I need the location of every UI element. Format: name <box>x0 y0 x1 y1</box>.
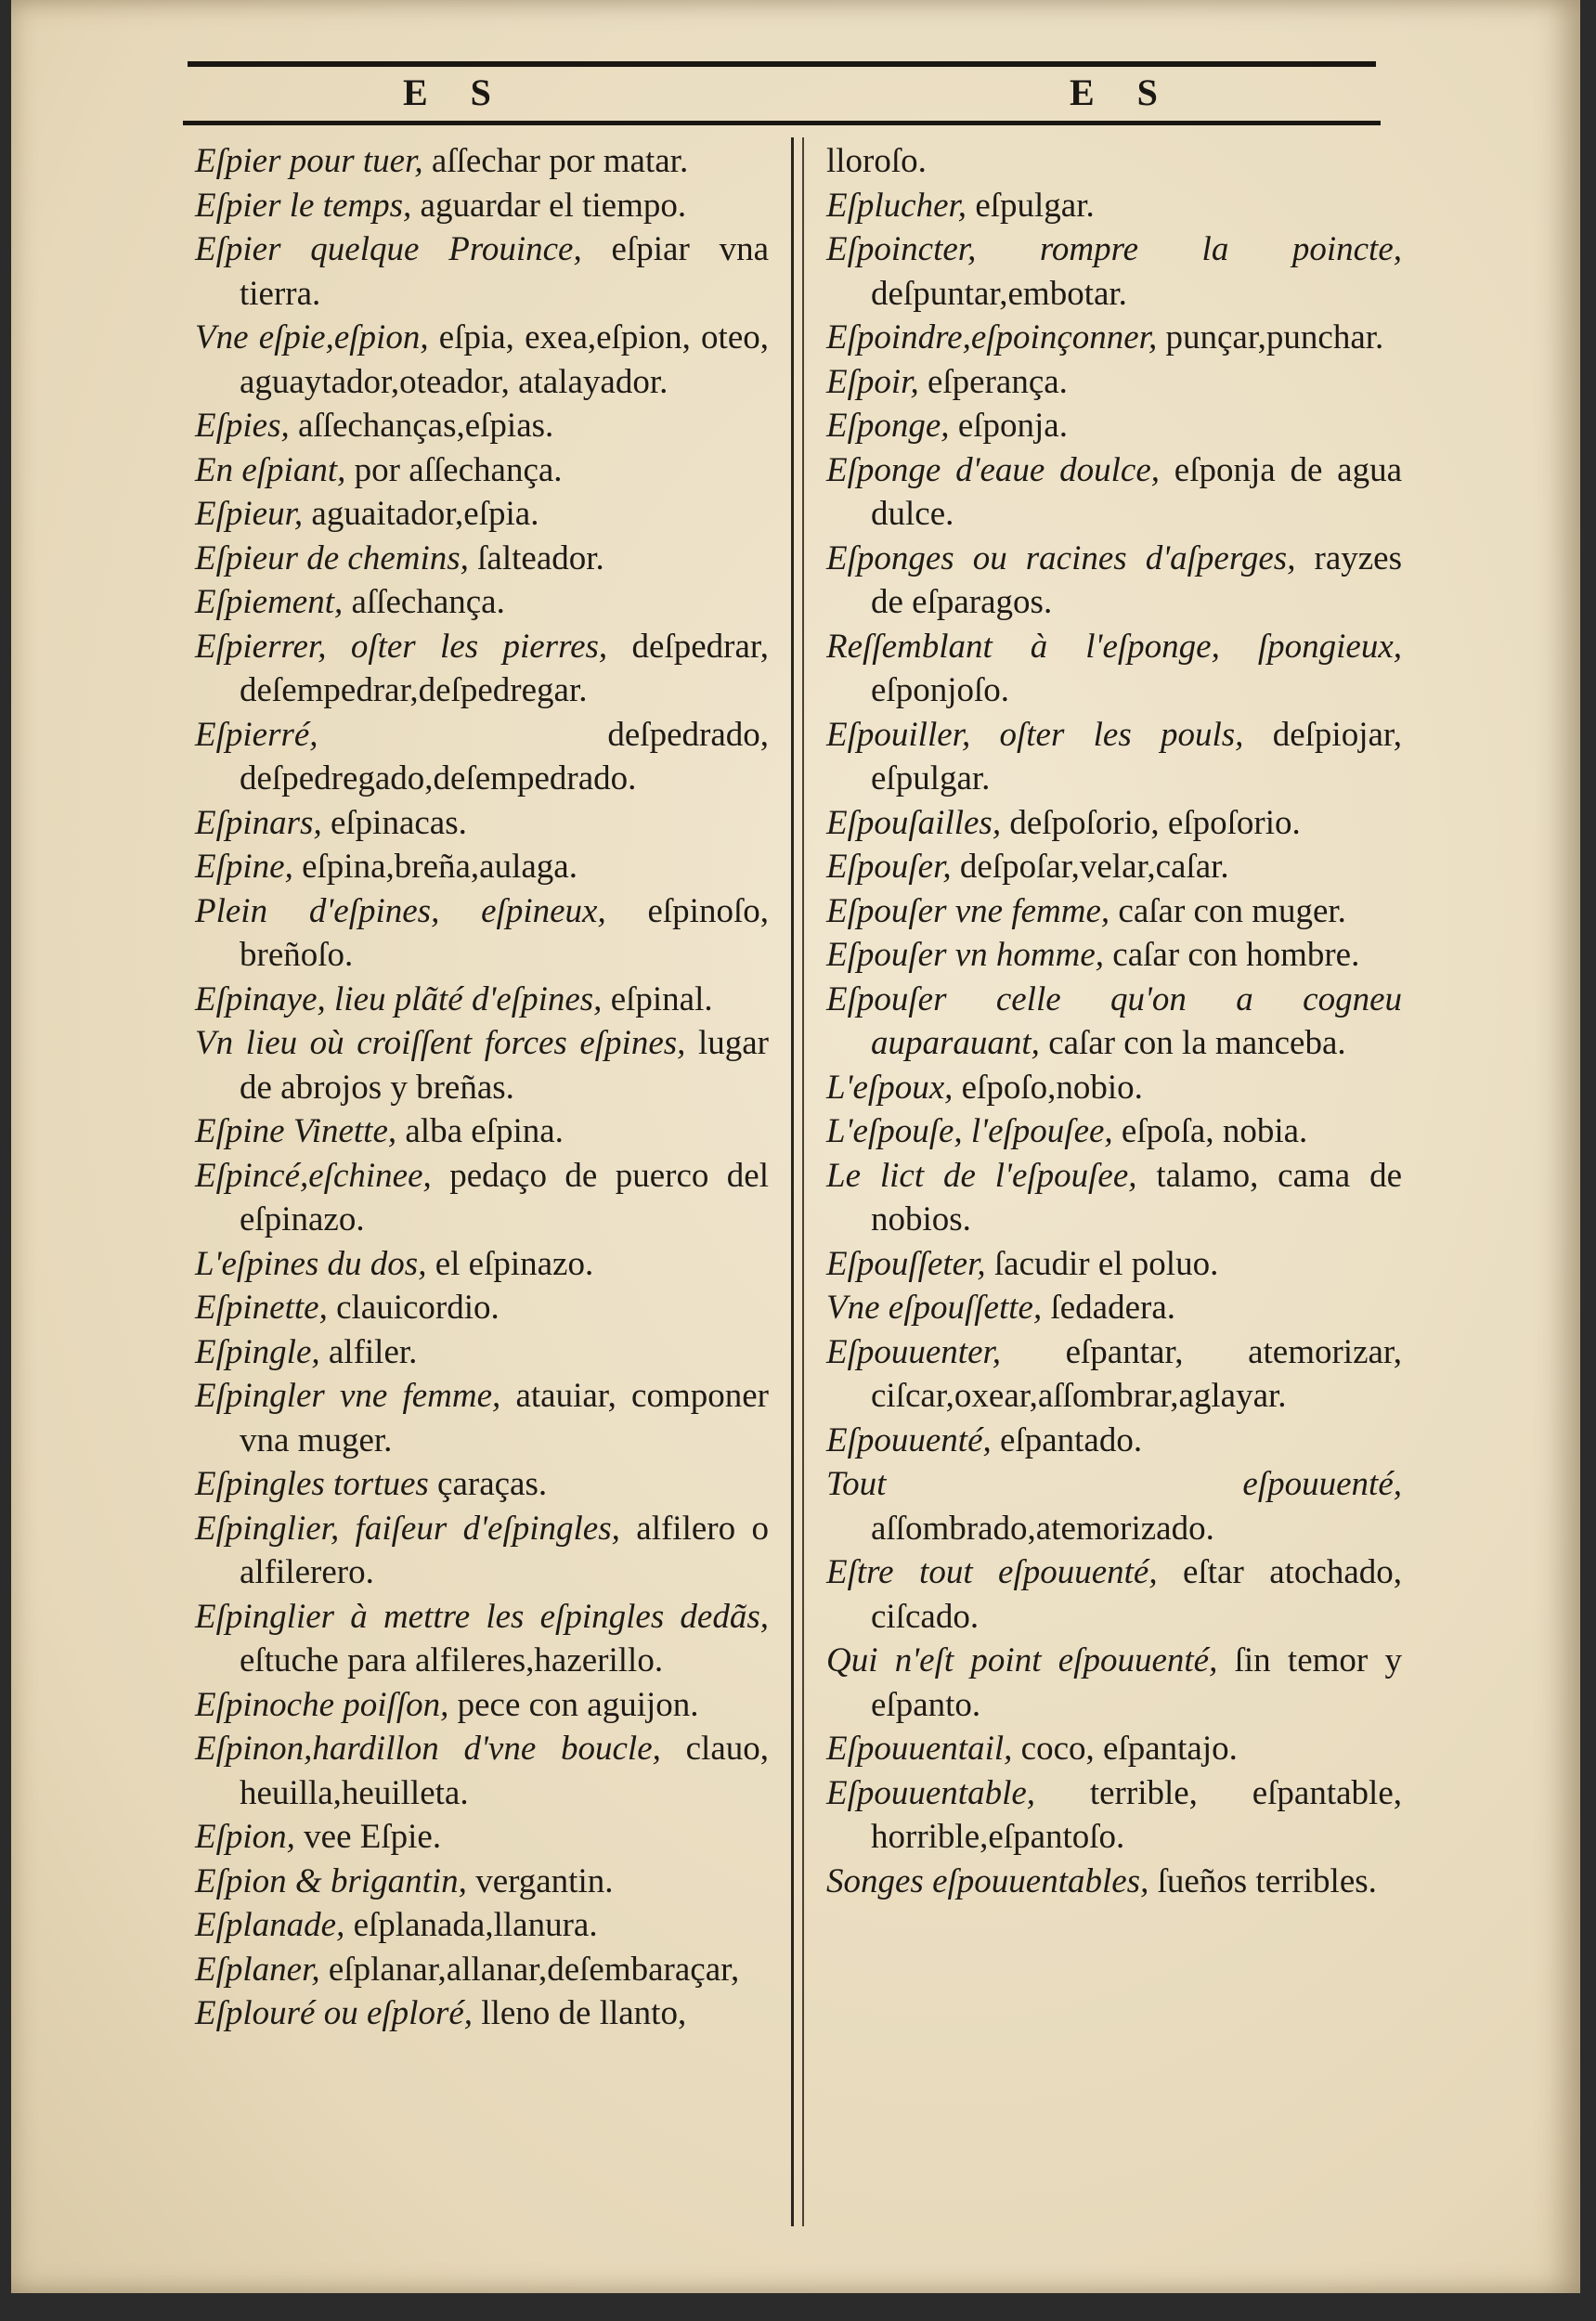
entry-headword: Eſpingles tortues <box>195 1465 429 1503</box>
dictionary-entry <box>195 492 769 537</box>
entry-definition: eſpina,breña,aulaga. <box>302 848 577 886</box>
entry-definition: ſedadera. <box>1050 1289 1175 1327</box>
header-left: E S <box>403 71 508 113</box>
entry-definition: terrible, eſpantable, horrible,eſpantoſo. <box>871 1773 1402 1856</box>
header-rule <box>183 121 1381 125</box>
entry-headword: Eſpouuentable, <box>826 1773 1036 1812</box>
dictionary-entry <box>826 1286 1402 1330</box>
entry-headword: Eſpouſailles, <box>826 803 1002 842</box>
dictionary-entry <box>195 1860 769 1904</box>
book-page <box>11 0 1580 2293</box>
dictionary-entry <box>826 625 1402 713</box>
entry-definition: por aſſechança. <box>354 450 563 489</box>
entry-headword: Vn lieu où croiſſent forces eſpines, <box>195 1024 686 1062</box>
entry-headword: Eſpoincter, rompre la poincte, <box>826 230 1402 268</box>
entry-definition: eſpulgar. <box>975 186 1095 225</box>
entry-headword: Eſpouſer celle qu'on a cogneu auparauant, <box>826 979 1402 1062</box>
entry-definition: eſpoſa, nobia. <box>1121 1112 1308 1150</box>
entry-definition: lugar de abrojos y breñas. <box>240 1024 769 1107</box>
entry-headword: Eſpinaye, lieu plãté d'eſpines, <box>195 979 603 1018</box>
entry-headword: Eſpion, <box>195 1818 295 1856</box>
dictionary-entry <box>195 227 769 316</box>
entry-definition: pece con aguijon. <box>457 1685 699 1724</box>
entry-definition: çaraças. <box>437 1465 548 1503</box>
dictionary-entry <box>826 360 1402 405</box>
entry-headword: Eſpoindre,eſpoinçonner, <box>826 318 1158 357</box>
dictionary-entry <box>826 1066 1402 1110</box>
entry-headword: Le lict de l'eſpouſee, <box>826 1156 1137 1195</box>
entry-definition: eſpantar, atemorizar, ciſcar,oxear,aſſombrar,aglayar. <box>871 1332 1403 1415</box>
entry-headword: Eſponge d'eaue doulce, <box>826 450 1160 489</box>
dictionary-entry <box>195 184 769 228</box>
entry-definition: eſpinoſo, breñoſo. <box>240 891 769 974</box>
entry-definition: alfilero o alfilerero. <box>240 1509 769 1591</box>
entry-headword: Eſpierré, <box>195 715 318 754</box>
entry-definition: ſacudir el poluo. <box>993 1244 1219 1283</box>
dictionary-entry <box>195 537 769 581</box>
dictionary-entry <box>826 1462 1402 1550</box>
entry-headword: Eſpouuenté, <box>826 1420 992 1459</box>
entry-headword: Eſpiement, <box>195 583 344 621</box>
entry-headword: Eſpieur de chemins, <box>195 538 469 577</box>
entry-headword: Eſpouiller, oſter les pouls, <box>826 715 1244 754</box>
entry-definition: eſpinal. <box>610 979 713 1018</box>
entry-definition: lloroſo. <box>826 142 927 180</box>
entry-headword: Eſpine Vinette, <box>195 1112 397 1150</box>
entry-headword: Eſpinette, <box>195 1289 328 1327</box>
entry-headword: Eſplouré ou eſploré, <box>195 1994 474 2032</box>
entry-headword: Reſſemblant à l'eſponge, ſpongieux, <box>826 627 1402 666</box>
entry-definition: punçar,punchar. <box>1165 318 1384 357</box>
dictionary-entry <box>195 1815 769 1860</box>
entry-headword: En eſpiant, <box>195 450 346 489</box>
entry-definition: alba eſpina. <box>405 1112 564 1150</box>
entry-headword: Eſplanade, <box>195 1906 345 1944</box>
dictionary-entry <box>195 845 769 889</box>
dictionary-entry <box>826 1109 1402 1154</box>
entry-headword: L'eſpines du dos, <box>195 1244 427 1283</box>
entry-definition: atauiar, componer vna muger. <box>240 1377 770 1459</box>
dictionary-entry <box>826 1860 1402 1904</box>
entry-headword: Qui n'eſt point eſpouuenté, <box>826 1641 1218 1679</box>
dictionary-entry <box>826 978 1402 1066</box>
entry-headword: Eſpinars, <box>195 803 322 842</box>
entry-headword: Eſpingle, <box>195 1332 320 1371</box>
entry-headword: Eſpine, <box>195 848 293 886</box>
entry-headword: Eſpierrer, oſter les pierres, <box>195 627 608 666</box>
entry-definition: aſſechanças,eſpias. <box>297 407 554 445</box>
entry-headword: Eſplaner, <box>195 1950 320 1989</box>
dictionary-entry <box>195 1154 769 1242</box>
entry-definition: vee Eſpie. <box>304 1818 442 1856</box>
dictionary-entry <box>826 1771 1402 1860</box>
dictionary-entry <box>826 227 1402 316</box>
running-header <box>188 61 1376 123</box>
entry-definition: ſalteador. <box>477 538 604 577</box>
entry-headword: Eſpinoche poiſſon, <box>195 1685 449 1724</box>
dictionary-entry <box>195 1507 769 1595</box>
dictionary-entry <box>826 404 1402 448</box>
entry-definition: aſſechar por matar. <box>431 142 689 180</box>
entry-definition: eſponjoſo. <box>871 671 1010 709</box>
entry-headword: Eſpingler vne femme, <box>195 1377 501 1415</box>
right-column <box>826 139 1402 2275</box>
entry-definition: caſar con la manceba. <box>1048 1024 1346 1062</box>
entry-definition: eſpiar vna tierra. <box>240 230 770 313</box>
entry-headword: L'eſpouſe, l'eſpouſee, <box>826 1112 1113 1150</box>
entry-definition: ſueños terribles. <box>1157 1861 1377 1900</box>
dictionary-entry <box>195 1462 769 1507</box>
dictionary-entry <box>195 448 769 493</box>
dictionary-entry <box>195 580 769 625</box>
dictionary-entry <box>195 404 769 448</box>
entry-headword: Eſpinglier à mettre les eſpingles dedãs, <box>195 1597 769 1636</box>
dictionary-entry <box>195 1242 769 1287</box>
entry-definition: caſar con hombre. <box>1112 936 1360 974</box>
dictionary-entry <box>195 1727 769 1815</box>
dictionary-entry <box>826 448 1402 537</box>
entry-headword: Eſpouuentail, <box>826 1730 1013 1768</box>
entry-definition: eſtar atochado, ciſcado. <box>871 1553 1402 1636</box>
entry-definition: deſpoſar,velar,caſar. <box>959 848 1229 886</box>
entry-headword: Eſpion & brigantin, <box>195 1861 467 1900</box>
entry-headword: Eſtre tout eſpouuenté, <box>826 1553 1158 1591</box>
dictionary-entry <box>826 801 1402 846</box>
entry-definition: eſponja. <box>957 407 1068 445</box>
dictionary-entry <box>195 139 769 184</box>
dictionary-entry <box>195 889 769 978</box>
dictionary-entry <box>826 316 1402 360</box>
header-right: E S <box>1070 71 1174 113</box>
entry-definition: aſſechança. <box>351 583 505 621</box>
entry-headword: Eſponges ou racines d'aſperges, <box>826 538 1296 577</box>
entry-headword: Eſplucher, <box>826 186 967 225</box>
dictionary-entry <box>826 713 1402 801</box>
dictionary-entry <box>195 978 769 1022</box>
entry-definition: eſpantado. <box>1000 1420 1143 1459</box>
dictionary-entry <box>826 889 1402 934</box>
dictionary-entry <box>826 933 1402 978</box>
entry-headword: Eſpouſſeter, <box>826 1244 986 1283</box>
dictionary-entry <box>826 845 1402 889</box>
entry-headword: Tout eſpouuenté, <box>826 1465 1402 1503</box>
entry-headword: Eſpinglier, faiſeur d'eſpingles, <box>195 1509 620 1548</box>
entry-headword: Eſpoir, <box>826 362 919 401</box>
dictionary-entry <box>826 1242 1402 1287</box>
column-divider <box>791 137 794 2226</box>
dictionary-entry <box>195 801 769 846</box>
dictionary-entry <box>195 1595 769 1683</box>
dictionary-entry <box>826 1727 1402 1771</box>
dictionary-entry <box>826 1550 1402 1639</box>
entry-definition: deſpedrar, deſempedrar,deſpedregar. <box>240 627 769 709</box>
entry-headword: Eſpier le temps, <box>195 186 412 225</box>
entry-definition: eſpinacas. <box>330 803 467 842</box>
entry-headword: Eſpouuenter, <box>826 1332 1002 1371</box>
entry-headword: Eſpier pour tuer, <box>195 142 423 180</box>
dictionary-entry <box>826 537 1402 625</box>
entry-definition: eſplanada,llanura. <box>353 1906 598 1944</box>
entry-headword: Eſpieur, <box>195 495 304 533</box>
dictionary-entry <box>195 1286 769 1330</box>
entry-headword: Plein d'eſpines, eſpineux, <box>195 891 606 930</box>
left-column <box>195 139 769 2275</box>
entry-headword: Eſpouſer, <box>826 848 952 886</box>
entry-definition: rayzes de eſparagos. <box>871 538 1403 621</box>
dictionary-entry <box>826 1639 1402 1727</box>
dictionary-entry <box>826 139 1402 184</box>
entry-definition: aguaitador,eſpia. <box>311 495 539 533</box>
entry-headword: Vne eſpouſſette, <box>826 1289 1043 1327</box>
entry-headword: Eſpouſer vne femme, <box>826 891 1110 930</box>
entry-headword: Eſpincé,eſchinee, <box>195 1156 432 1195</box>
entry-definition: deſpiojar, eſpulgar. <box>871 715 1402 797</box>
dictionary-entry <box>195 1948 769 1992</box>
entry-definition: el eſpinazo. <box>435 1244 594 1283</box>
entry-definition: aſſombrado,atemorizado. <box>871 1509 1214 1548</box>
entry-definition: eſplanar,allanar,deſembaraçar, <box>328 1950 740 1989</box>
entry-definition: clauo, heuilla,heuilleta. <box>240 1730 769 1812</box>
entry-definition: eſponja de agua dulce. <box>871 450 1403 533</box>
dictionary-entry <box>195 1021 769 1109</box>
entry-headword: Eſpier quelque Prouince, <box>195 230 582 268</box>
dictionary-entry <box>826 1330 1402 1419</box>
dictionary-entry <box>195 1991 769 2036</box>
dictionary-entry <box>195 1903 769 1948</box>
dictionary-entry <box>195 713 769 801</box>
entry-definition: alfiler. <box>328 1332 418 1371</box>
dictionary-entry <box>195 1330 769 1375</box>
entry-definition: aguardar el tiempo. <box>420 186 687 225</box>
entry-headword: Songes eſpouuentables, <box>826 1861 1149 1900</box>
entry-definition: deſpedrado, deſpedregado,deſempedrado. <box>240 715 769 797</box>
dictionary-entry <box>195 625 769 713</box>
entry-headword: Vne eſpie,eſpion, <box>195 318 429 357</box>
dictionary-entry <box>826 1419 1402 1463</box>
column-divider-inner <box>802 137 804 2226</box>
entry-definition: coco, eſpantajo. <box>1020 1730 1238 1768</box>
entry-definition: ſin temor y eſpanto. <box>871 1641 1402 1724</box>
entry-headword: L'eſpoux, <box>826 1068 954 1107</box>
entry-definition: deſpuntar,embotar. <box>871 274 1127 313</box>
entry-headword: Eſpies, <box>195 407 290 445</box>
entry-headword: Eſponge, <box>826 407 950 445</box>
entry-definition: eſpia, exea,eſpion, oteo, aguaytador,oteador, atalayador. <box>240 318 769 401</box>
dictionary-entry <box>195 316 769 404</box>
entry-definition: pedaço de puerco del eſpinazo. <box>240 1156 769 1238</box>
entry-headword: Eſpinon,hardillon d'vne boucle, <box>195 1730 661 1768</box>
dictionary-entry <box>195 1109 769 1154</box>
dictionary-entry <box>195 1683 769 1728</box>
entry-definition: eſperança. <box>927 362 1068 401</box>
dictionary-entry <box>195 1374 769 1462</box>
dictionary-entry <box>826 1154 1402 1242</box>
entry-definition: clauicordio. <box>336 1289 500 1327</box>
entry-definition: lleno de llanto, <box>481 1994 687 2032</box>
entry-definition: deſpoſorio, eſpoſorio. <box>1009 803 1301 842</box>
entry-definition: eſtuche para alfileres,hazerillo. <box>240 1641 664 1679</box>
entry-definition: caſar con muger. <box>1118 891 1346 930</box>
entry-definition: eſpoſo,nobio. <box>961 1068 1143 1107</box>
entry-headword: Eſpouſer vn homme, <box>826 936 1105 974</box>
entry-definition: talamo, cama de nobios. <box>871 1156 1403 1238</box>
entry-definition: vergantin. <box>475 1861 614 1900</box>
dictionary-entry <box>826 184 1402 228</box>
